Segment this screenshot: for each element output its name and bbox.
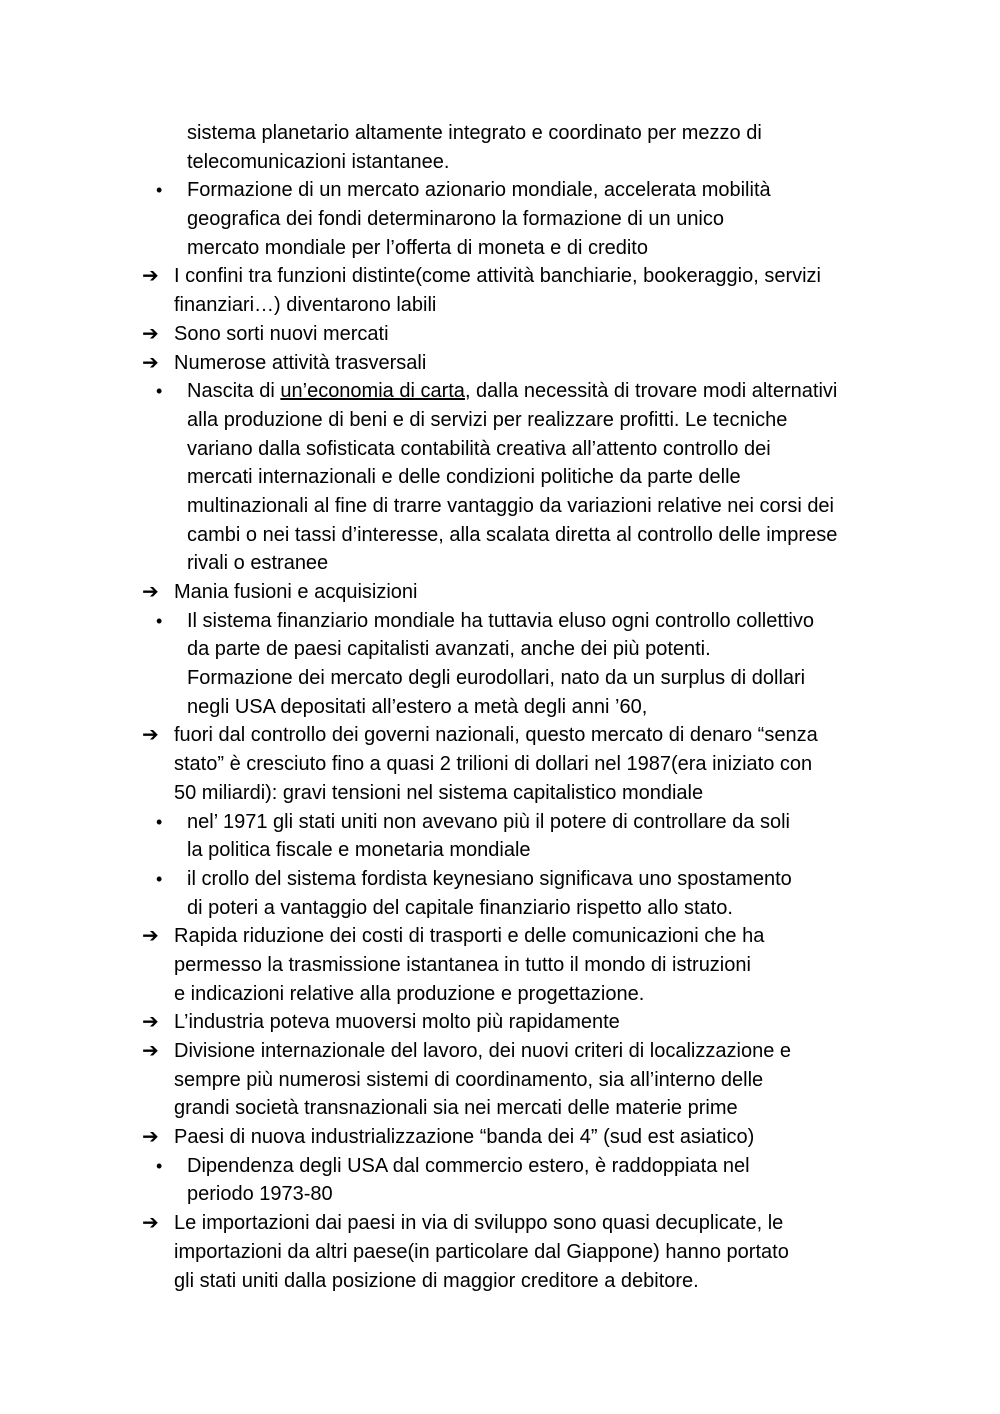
text-line: Le importazioni dai paesi in via di sviluppo sono quasi decuplicate, le <box>174 1212 784 1235</box>
text-line: gli stati uniti dalla posizione di maggior creditore a debitore. <box>174 1269 699 1292</box>
arrow-list-item <box>0 721 1000 807</box>
text-line: telecomunicazioni istantanee. <box>187 150 450 173</box>
underlined-text: un’economia di carta <box>280 380 465 403</box>
bullet-list-item <box>0 1152 1000 1209</box>
arrow-icon: ➔ <box>142 1126 159 1149</box>
text-line: il crollo del sistema fordista keynesiano significava uno spostamento <box>187 867 792 890</box>
arrow-icon: ➔ <box>142 351 159 374</box>
arrow-list-item <box>0 922 1000 1008</box>
text-line: Il sistema finanziario mondiale ha tuttavia eluso ogni controllo collettivo <box>187 609 815 632</box>
text-line: cambi o nei tassi d’interesse, alla scalata diretta al controllo delle imprese <box>187 523 838 546</box>
arrow-icon: ➔ <box>142 925 159 948</box>
arrow-icon: ➔ <box>142 581 159 603</box>
text-line: periodo 1973-80 <box>187 1183 333 1206</box>
text-line: rivali o estranee <box>187 552 329 575</box>
text-line: Formazione di un mercato azionario mondiale, accelerata mobilità <box>187 179 771 202</box>
text-line: Paesi di nuova industrializzazione “banda dei 4” (sud est asiatico) <box>174 1126 755 1149</box>
text-line: grandi società transnazionali sia nei mercati delle materie prime <box>174 1097 738 1120</box>
text-line: Dipendenza degli USA dal commercio estero, è raddoppiata nel <box>187 1154 750 1177</box>
text-line: importazioni da altri paese(in particolare dal Giappone) hanno portato <box>174 1240 789 1263</box>
text-line: L’industria poteva muoversi molto più rapidamente <box>174 1011 620 1034</box>
arrow-list-item <box>0 262 1000 319</box>
arrow-list-item <box>0 1209 1000 1295</box>
arrow-icon: ➔ <box>142 322 159 345</box>
arrow-icon: ➔ <box>142 1212 159 1235</box>
text-line: 50 miliardi): gravi tensioni nel sistema capitalistico mondiale <box>174 781 704 804</box>
text-line: sistema planetario altamente integrato e coordinato per mezzo di <box>187 122 762 144</box>
text-line: Divisione internazionale del lavoro, dei nuovi criteri di localizzazione e <box>174 1040 791 1062</box>
arrow-list-item <box>0 349 1000 378</box>
arrow-list-item <box>0 1008 1000 1037</box>
arrow-icon: ➔ <box>142 724 159 747</box>
arrow-list-item <box>0 578 1000 607</box>
text-line: sempre più numerosi sistemi di coordinamento, sia all’interno delle <box>174 1068 764 1091</box>
text-span: Nascita di <box>187 380 281 403</box>
arrow-list-item <box>0 320 1000 349</box>
text-line: stato” è cresciuto fino a quasi 2 trilioni di dollari nel 1987(era iniziato con <box>174 753 813 776</box>
bullet-icon: • <box>156 1155 163 1176</box>
text-line: alla produzione di beni e di servizi per realizzare profitti. Le tecniche <box>187 408 788 431</box>
bullet-icon: • <box>156 811 163 832</box>
text-line: mercato mondiale per l’offerta di moneta e di credito <box>187 236 648 259</box>
text-line <box>0 377 1000 406</box>
text-line: geografica dei fondi determinarono la formazione di un unico <box>187 208 725 231</box>
text-line: negli USA depositati all’estero a metà degli anni ’60, <box>187 695 648 718</box>
bullet-list-item <box>0 377 1000 578</box>
text-line: mercati internazionali e delle condizioni politiche da parte delle <box>187 466 741 489</box>
text-line: Formazione dei mercato degli eurodollari, nato da un surplus di dollari <box>187 667 806 690</box>
arrow-icon: ➔ <box>142 1040 159 1062</box>
bullet-icon: • <box>156 381 163 402</box>
paragraph-continuation <box>0 119 1000 176</box>
text-line: Numerose attività trasversali <box>174 351 427 374</box>
text-line: fuori dal controllo dei governi nazionali, questo mercato di denaro “senza <box>174 724 818 747</box>
text-line: finanziari…) diventarono labili <box>174 294 437 317</box>
text-line: I confini tra funzioni distinte(come attività banchiarie, bookeraggio, servizi <box>174 265 821 288</box>
text-span: , dalla necessità di trovare modi alternativi <box>464 380 838 403</box>
bullet-list-item <box>0 865 1000 922</box>
text-line: Sono sorti nuovi mercati <box>174 322 389 345</box>
arrow-icon: ➔ <box>142 1011 159 1034</box>
text-line: Rapida riduzione dei costi di trasporti e delle comunicazioni che ha <box>174 925 765 948</box>
arrow-list-item <box>0 1123 1000 1152</box>
text-line: e indicazioni relative alla produzione e progettazione. <box>174 982 645 1005</box>
arrow-icon: ➔ <box>142 265 159 288</box>
text-line: da parte de paesi capitalisti avanzati, anche dei più potenti. <box>187 638 711 661</box>
bullet-icon: • <box>156 610 163 631</box>
text-line: nel’ 1971 gli stati uniti non avevano più il potere di controllare da soli <box>187 810 790 833</box>
text-line: la politica fiscale e monetaria mondiale <box>187 839 531 862</box>
bullet-list-item <box>0 176 1000 262</box>
text-line: permesso la trasmissione istantanea in tutto il mondo di istruzioni <box>174 953 751 976</box>
text-line: di poteri a vantaggio del capitale finanziario rispetto allo stato. <box>187 896 733 919</box>
arrow-list-item <box>0 1037 1000 1123</box>
bullet-list-item <box>0 808 1000 865</box>
text-line: variano dalla sofisticata contabilità creativa all’attento controllo dei <box>187 437 771 460</box>
document-body <box>0 119 1000 1295</box>
bullet-list-item <box>0 607 1000 722</box>
text-line: multinazionali al fine di trarre vantaggio da variazioni relative nei corsi dei <box>187 494 835 517</box>
bullet-icon: • <box>156 180 163 201</box>
bullet-icon: • <box>156 868 163 889</box>
text-line: Mania fusioni e acquisizioni <box>174 581 418 603</box>
